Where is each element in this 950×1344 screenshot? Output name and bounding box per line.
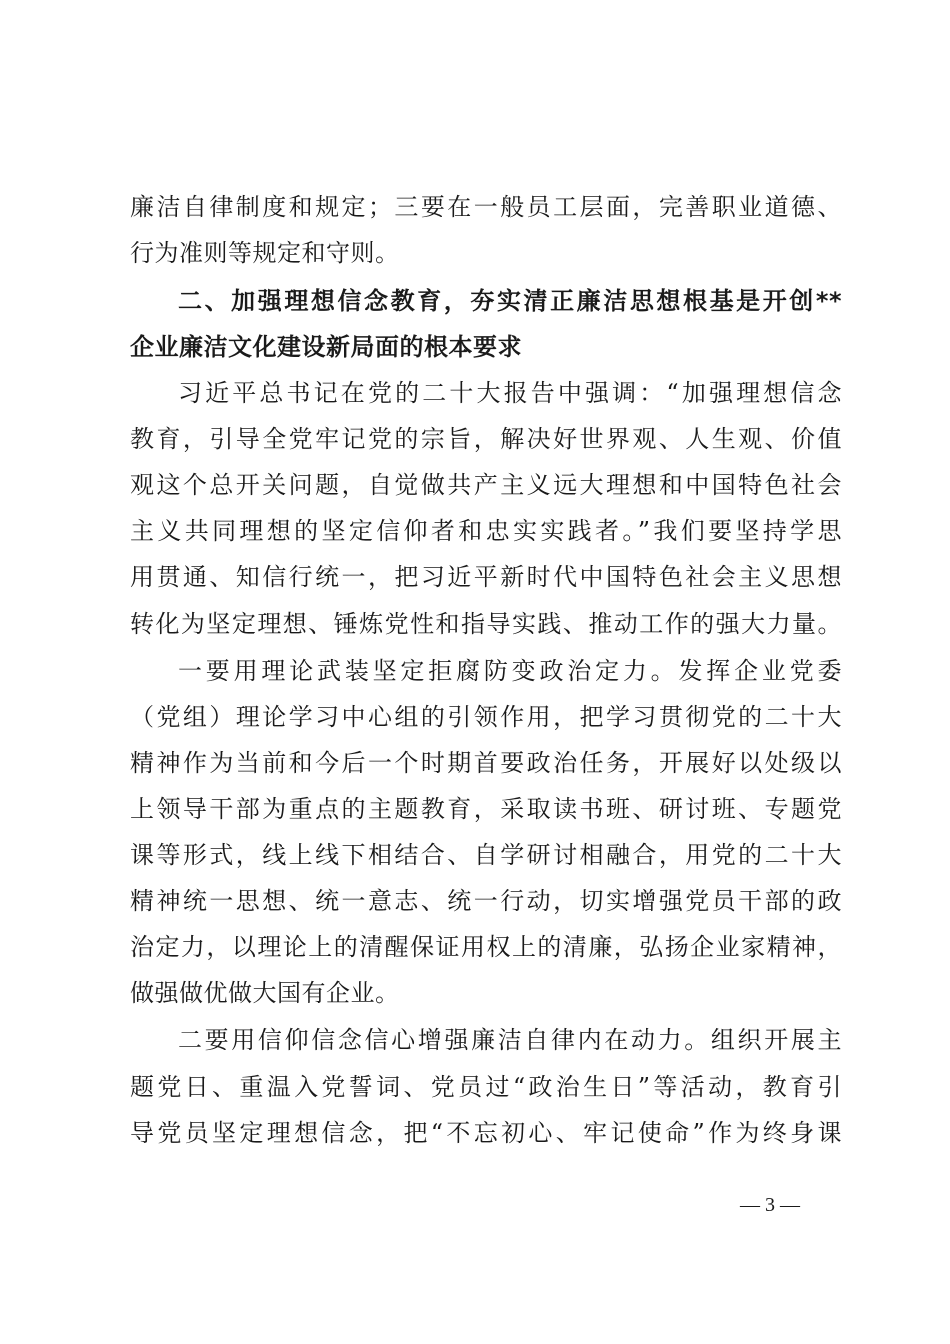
paragraph-line: 二要用信仰信念信心增强廉洁自律内在动力。组织开展主 (178, 1026, 842, 1054)
paragraph-line: 用贯通、知信行统一，把习近平新时代中国特色社会主义思想 (130, 563, 842, 591)
text-line: 行为准则等规定和守则。 (130, 239, 400, 267)
section-heading: 企业廉洁文化建设新局面的根本要求 (130, 333, 522, 361)
paragraph-line: 转化为坚定理想、锤炼党性和指导实践、推动工作的强大力量。 (130, 610, 842, 638)
paragraph-line: 精神统一思想、统一意志、统一行动，切实增强党员干部的政 (130, 887, 842, 915)
paragraph-line: （党组）理论学习中心组的引领作用，把学习贯彻党的二十大 (130, 703, 842, 731)
section-heading: 二、加强理想信念教育，夯实清正廉洁思想根基是开创** (178, 287, 842, 315)
paragraph-line: 上领导干部为重点的主题教育，采取读书班、研讨班、专题党 (130, 795, 842, 823)
paragraph-line: 主义共同理想的坚定信仰者和忠实实践者。”我们要坚持学思 (130, 517, 842, 545)
paragraph-line: 导党员坚定理想信念，把“不忘初心、牢记使命”作为终身课 (130, 1119, 842, 1147)
paragraph-line: 教育，引导全党牢记党的宗旨，解决好世界观、人生观、价值 (130, 425, 842, 453)
page-number: — 3 — (740, 1194, 800, 1216)
text-line: 廉洁自律制度和规定；三要在一般员工层面，完善职业道德、 (130, 193, 842, 221)
paragraph-line: 精神作为当前和今后一个时期首要政治任务，开展好以处级以 (130, 749, 842, 777)
paragraph-line: 治定力，以理论上的清醒保证用权上的清廉，弘扬企业家精神， (130, 933, 842, 961)
paragraph-line: 观这个总开关问题，自觉做共产主义远大理想和中国特色社会 (130, 471, 842, 499)
paragraph-line: 题党日、重温入党誓词、党员过“政治生日”等活动，教育引 (130, 1073, 842, 1101)
paragraph-line: 习近平总书记在党的二十大报告中强调：“加强理想信念 (178, 379, 842, 407)
paragraph-line: 一要用理论武装坚定拒腐防变政治定力。发挥企业党委 (178, 657, 842, 685)
paragraph-line: 课等形式，线上线下相结合、自学研讨相融合，用党的二十大 (130, 841, 842, 869)
paragraph-line: 做强做优做大国有企业。 (130, 979, 400, 1007)
